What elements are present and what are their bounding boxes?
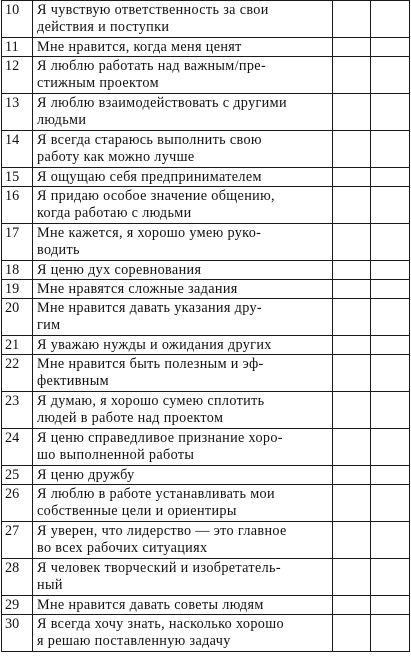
- statement-line: Я уважаю нужды и ожидания других: [37, 337, 272, 353]
- answer-cell-1[interactable]: [333, 336, 371, 355]
- statement-text: [33, 38, 333, 57]
- statement-text: [33, 429, 333, 466]
- answer-cell-1[interactable]: [333, 261, 371, 280]
- table-row: [2, 38, 410, 57]
- statement-text: [33, 94, 333, 131]
- statement-line: ный: [37, 577, 63, 593]
- answer-cell-1[interactable]: [333, 355, 371, 392]
- statement-line: во всех рабочих ситуациях: [37, 540, 208, 556]
- statement-line: Я люблю работать над важным/пре-: [37, 58, 267, 74]
- table-row: [2, 559, 410, 596]
- statement-line: стижным проектом: [37, 75, 159, 91]
- statement-number: 12: [2, 57, 33, 94]
- statement-line: Мне нравится давать указания дру-: [37, 300, 262, 316]
- answer-cell-1[interactable]: [333, 392, 371, 429]
- statement-text: [33, 596, 333, 615]
- statement-line: Я думаю, я хорошо сумею сплотить: [37, 393, 265, 409]
- statement-line: фективным: [37, 373, 109, 389]
- statement-text: [33, 355, 333, 392]
- statement-number: 26: [2, 485, 33, 522]
- answer-cell-1[interactable]: [333, 596, 371, 615]
- answer-cell-2[interactable]: [371, 429, 410, 466]
- table-row: [2, 261, 410, 280]
- answer-cell-2[interactable]: [371, 168, 410, 187]
- statement-line: шо выполненной работы: [37, 447, 195, 463]
- answer-cell-2[interactable]: [371, 355, 410, 392]
- statement-line: действия и поступки: [37, 19, 170, 35]
- answer-cell-1[interactable]: [333, 559, 371, 596]
- statement-number: 14: [2, 131, 33, 168]
- answer-cell-1[interactable]: [333, 615, 371, 652]
- statement-number: 24: [2, 429, 33, 466]
- statement-line: Я ценю дружбу: [37, 467, 135, 483]
- statement-text: [33, 559, 333, 596]
- answer-cell-2[interactable]: [371, 187, 410, 224]
- statement-text: [33, 187, 333, 224]
- statement-number: 27: [2, 522, 33, 559]
- table-row: [2, 522, 410, 559]
- statement-number: 21: [2, 336, 33, 355]
- statement-text: [33, 261, 333, 280]
- statement-text: [33, 57, 333, 94]
- statement-number: 29: [2, 596, 33, 615]
- table-row: [2, 280, 410, 299]
- statement-number: 17: [2, 224, 33, 261]
- table-row: [2, 336, 410, 355]
- statement-line: Я уверен, что лидерство — это главное: [37, 523, 287, 539]
- table-row: [2, 187, 410, 224]
- statement-line: гим: [37, 317, 61, 333]
- answer-cell-2[interactable]: [371, 57, 410, 94]
- statement-line: когда работаю с людьми: [37, 205, 192, 221]
- statement-number: 15: [2, 168, 33, 187]
- answer-cell-1[interactable]: [333, 299, 371, 336]
- answer-cell-2[interactable]: [371, 466, 410, 485]
- answer-cell-1[interactable]: [333, 522, 371, 559]
- answer-cell-2[interactable]: [371, 1, 410, 38]
- table-row: [2, 57, 410, 94]
- statement-number: 19: [2, 280, 33, 299]
- statement-line: Я ценю справедливое признание хоро-: [37, 430, 283, 446]
- statement-number: 25: [2, 466, 33, 485]
- table-row: [2, 392, 410, 429]
- statement-text: [33, 336, 333, 355]
- statement-text: [33, 224, 333, 261]
- answer-cell-2[interactable]: [371, 38, 410, 57]
- statement-text: [33, 299, 333, 336]
- statement-line: Мне нравятся сложные задания: [37, 281, 238, 297]
- statement-line: водить: [37, 242, 80, 258]
- statement-line: людей в работе над проектом: [37, 410, 224, 426]
- answer-cell-1[interactable]: [333, 187, 371, 224]
- statement-line: Я чувствую ответственность за свои: [37, 2, 269, 18]
- answer-cell-2[interactable]: [371, 131, 410, 168]
- statement-text: [33, 280, 333, 299]
- statement-line: Я всегда стараюсь выполнить свою: [37, 132, 262, 148]
- statement-text: [33, 522, 333, 559]
- answer-cell-2[interactable]: [371, 94, 410, 131]
- statement-text: [33, 1, 333, 38]
- statement-line: Мне нравится давать советы людям: [37, 597, 264, 613]
- answer-cell-2[interactable]: [371, 224, 410, 261]
- answer-cell-2[interactable]: [371, 280, 410, 299]
- statements-table-body: [2, 1, 410, 652]
- answer-cell-1[interactable]: [333, 57, 371, 94]
- answer-cell-2[interactable]: [371, 485, 410, 522]
- statement-line: Я ощущаю себя предпринимателем: [37, 169, 262, 185]
- answer-cell-2[interactable]: [371, 615, 410, 652]
- answer-cell-2[interactable]: [371, 336, 410, 355]
- answer-cell-2[interactable]: [371, 261, 410, 280]
- table-row: [2, 466, 410, 485]
- statement-line: Мне нравится быть полезным и эф-: [37, 356, 264, 372]
- table-row: [2, 596, 410, 615]
- answer-cell-1[interactable]: [333, 168, 371, 187]
- statement-line: людьми: [37, 112, 87, 128]
- table-row: [2, 94, 410, 131]
- statement-number: 11: [2, 38, 33, 57]
- answer-cell-2[interactable]: [371, 299, 410, 336]
- table-row: [2, 299, 410, 336]
- statement-number: 13: [2, 94, 33, 131]
- table-row: [2, 355, 410, 392]
- statement-line: Мне кажется, я хорошо умею руко-: [37, 225, 262, 241]
- statement-line: работу как можно лучше: [37, 149, 195, 165]
- statement-line: Я человек творческий и изобретатель-: [37, 560, 281, 576]
- statement-line: Я придаю особое значение общению,: [37, 188, 275, 204]
- statement-line: собственные цели и ориентиры: [37, 503, 237, 519]
- statement-number: 28: [2, 559, 33, 596]
- table-row: [2, 485, 410, 522]
- statement-line: Я люблю в работе устанавливать мои: [37, 486, 275, 502]
- answer-cell-1[interactable]: [333, 429, 371, 466]
- statement-number: 30: [2, 615, 33, 652]
- statement-text: [33, 466, 333, 485]
- answer-cell-1[interactable]: [333, 224, 371, 261]
- statement-text: [33, 392, 333, 429]
- statements-table: [1, 0, 410, 652]
- statement-line: Я ценю дух соревнования: [37, 262, 202, 278]
- table-row: [2, 131, 410, 168]
- statement-line: Я люблю взаимодействовать с другими: [37, 95, 287, 111]
- answer-cell-2[interactable]: [371, 596, 410, 615]
- answer-cell-1[interactable]: [333, 485, 371, 522]
- answer-cell-2[interactable]: [371, 522, 410, 559]
- statement-line: Мне нравится, когда меня ценят: [37, 39, 242, 55]
- statement-number: 16: [2, 187, 33, 224]
- answer-cell-1[interactable]: [333, 1, 371, 38]
- statement-line: Я всегда хочу знать, насколько хорошо: [37, 616, 284, 632]
- statement-number: 22: [2, 355, 33, 392]
- answer-cell-1[interactable]: [333, 38, 371, 57]
- answer-cell-1[interactable]: [333, 466, 371, 485]
- statement-number: 23: [2, 392, 33, 429]
- answer-cell-2[interactable]: [371, 559, 410, 596]
- statement-text: [33, 615, 333, 652]
- statement-number: 18: [2, 261, 33, 280]
- answer-cell-2[interactable]: [371, 392, 410, 429]
- statement-line: я решаю поставленную задачу: [37, 633, 231, 649]
- table-row: [2, 1, 410, 38]
- statement-number: 10: [2, 1, 33, 38]
- statement-number: 20: [2, 299, 33, 336]
- statement-text: [33, 168, 333, 187]
- statement-text: [33, 485, 333, 522]
- table-row: [2, 429, 410, 466]
- statement-text: [33, 131, 333, 168]
- answer-cell-1[interactable]: [333, 131, 371, 168]
- table-row: [2, 615, 410, 652]
- table-row: [2, 168, 410, 187]
- answer-cell-1[interactable]: [333, 94, 371, 131]
- table-row: [2, 224, 410, 261]
- answer-cell-1[interactable]: [333, 280, 371, 299]
